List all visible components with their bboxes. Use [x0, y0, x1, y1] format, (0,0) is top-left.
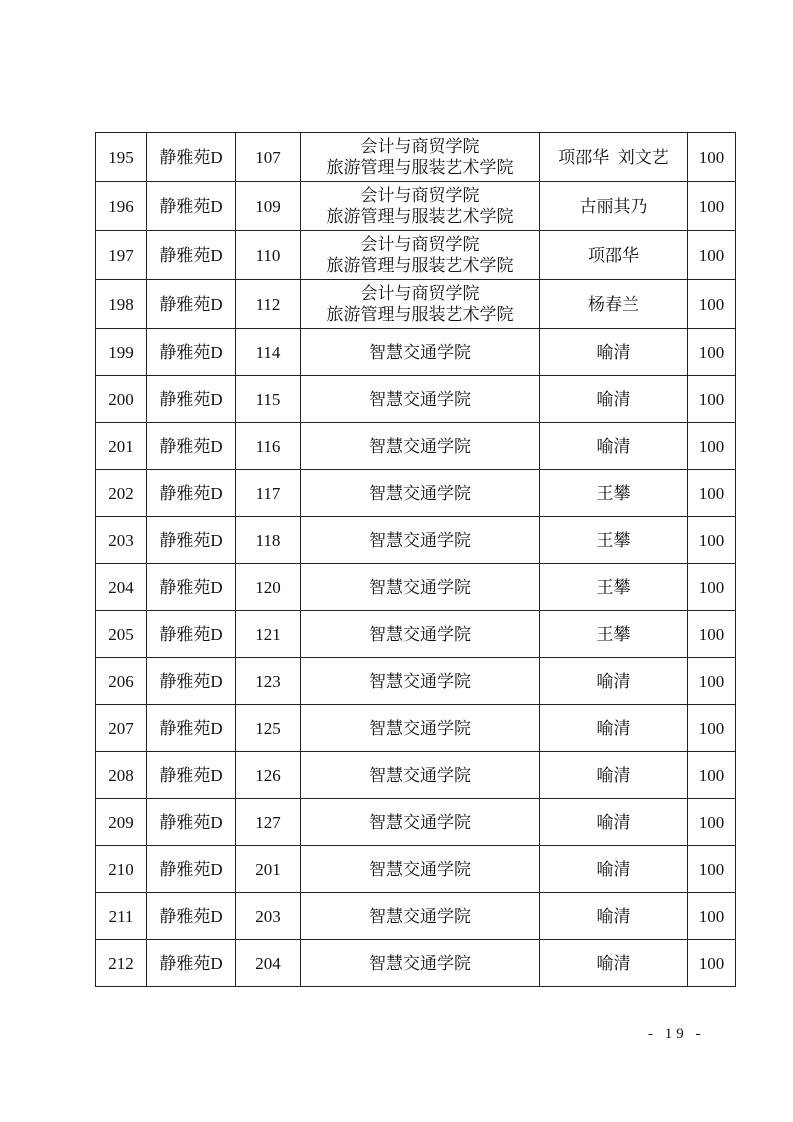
teacher-cell: 喻清	[540, 705, 688, 752]
room-cell: 120	[236, 564, 301, 611]
room-cell: 203	[236, 893, 301, 940]
building-cell: 静雅苑D	[147, 752, 236, 799]
college-cell	[301, 799, 540, 846]
table-row	[96, 658, 736, 705]
teacher-cell: 王攀	[540, 611, 688, 658]
building-cell: 静雅苑D	[147, 705, 236, 752]
room-cell: 117	[236, 470, 301, 517]
score-cell: 100	[688, 376, 736, 423]
room-cell: 118	[236, 517, 301, 564]
table-row	[96, 182, 736, 231]
building-cell: 静雅苑D	[147, 470, 236, 517]
row-number: 207	[96, 705, 147, 752]
college-name: 智慧交通学院	[369, 812, 471, 832]
college-cell	[301, 658, 540, 705]
college-cell	[301, 564, 540, 611]
college-name: 智慧交通学院	[369, 342, 471, 362]
row-number: 196	[96, 182, 147, 231]
score-cell: 100	[688, 940, 736, 987]
table-row	[96, 611, 736, 658]
building-cell: 静雅苑D	[147, 329, 236, 376]
college-name: 智慧交通学院	[369, 718, 471, 738]
score-cell: 100	[688, 280, 736, 329]
table-row	[96, 423, 736, 470]
page-number: - 19 -	[648, 1026, 705, 1042]
college-name: 智慧交通学院	[369, 671, 471, 691]
college-name: 智慧交通学院	[369, 906, 471, 926]
dorm-inspection-table	[95, 132, 736, 987]
college-name: 会计与商贸学院	[360, 137, 480, 156]
building-cell: 静雅苑D	[147, 611, 236, 658]
college-name: 智慧交通学院	[369, 577, 471, 597]
teacher-cell: 古丽其乃	[540, 182, 688, 231]
college-cell	[301, 470, 540, 517]
score-cell: 100	[688, 517, 736, 564]
room-cell: 109	[236, 182, 301, 231]
building-cell: 静雅苑D	[147, 423, 236, 470]
college-cell	[301, 133, 540, 182]
teacher-cell: 喻清	[540, 423, 688, 470]
room-cell: 201	[236, 846, 301, 893]
room-cell: 126	[236, 752, 301, 799]
row-number: 206	[96, 658, 147, 705]
teacher-cell: 项邵华	[540, 231, 688, 280]
building-cell: 静雅苑D	[147, 658, 236, 705]
row-number: 212	[96, 940, 147, 987]
college-cell	[301, 231, 540, 280]
score-cell: 100	[688, 846, 736, 893]
college-cell	[301, 705, 540, 752]
college-name: 会计与商贸学院	[360, 235, 480, 254]
row-number: 208	[96, 752, 147, 799]
table-row	[96, 517, 736, 564]
teacher-cell: 喻清	[540, 752, 688, 799]
college-name: 智慧交通学院	[369, 765, 471, 785]
college-name: 智慧交通学院	[369, 389, 471, 409]
table-row	[96, 564, 736, 611]
college-cell	[301, 846, 540, 893]
college-cell	[301, 182, 540, 231]
teacher-cell: 喻清	[540, 846, 688, 893]
table-row	[96, 799, 736, 846]
score-cell: 100	[688, 329, 736, 376]
room-cell: 110	[236, 231, 301, 280]
score-cell: 100	[688, 423, 736, 470]
teacher-cell: 喻清	[540, 940, 688, 987]
row-number: 195	[96, 133, 147, 182]
score-cell: 100	[688, 658, 736, 705]
room-cell: 123	[236, 658, 301, 705]
college-name: 智慧交通学院	[369, 859, 471, 879]
college-name: 智慧交通学院	[369, 483, 471, 503]
college-cell	[301, 280, 540, 329]
building-cell: 静雅苑D	[147, 846, 236, 893]
teacher-cell: 喻清	[540, 893, 688, 940]
college-cell	[301, 329, 540, 376]
table-row	[96, 893, 736, 940]
table-row	[96, 846, 736, 893]
teacher-cell: 王攀	[540, 517, 688, 564]
table-row	[96, 940, 736, 987]
teacher-cell: 王攀	[540, 564, 688, 611]
college-cell	[301, 611, 540, 658]
row-number: 202	[96, 470, 147, 517]
table-row	[96, 231, 736, 280]
room-cell: 204	[236, 940, 301, 987]
room-cell: 107	[236, 133, 301, 182]
college-name: 会计与商贸学院	[360, 186, 480, 205]
college-name: 智慧交通学院	[369, 436, 471, 456]
table-row	[96, 133, 736, 182]
room-cell: 114	[236, 329, 301, 376]
score-cell: 100	[688, 231, 736, 280]
building-cell: 静雅苑D	[147, 893, 236, 940]
teacher-cell: 杨春兰	[540, 280, 688, 329]
teacher-cell: 喻清	[540, 658, 688, 705]
building-cell: 静雅苑D	[147, 376, 236, 423]
row-number: 201	[96, 423, 147, 470]
score-cell: 100	[688, 705, 736, 752]
college-cell	[301, 423, 540, 470]
building-cell: 静雅苑D	[147, 182, 236, 231]
building-cell: 静雅苑D	[147, 799, 236, 846]
college-cell	[301, 940, 540, 987]
room-cell: 125	[236, 705, 301, 752]
college-name: 旅游管理与服装艺术学院	[326, 158, 514, 177]
room-cell: 127	[236, 799, 301, 846]
building-cell: 静雅苑D	[147, 564, 236, 611]
row-number: 209	[96, 799, 147, 846]
score-cell: 100	[688, 182, 736, 231]
room-cell: 121	[236, 611, 301, 658]
room-cell: 112	[236, 280, 301, 329]
table-body	[96, 133, 736, 987]
score-cell: 100	[688, 611, 736, 658]
teacher-cell: 喻清	[540, 376, 688, 423]
score-cell: 100	[688, 564, 736, 611]
score-cell: 100	[688, 799, 736, 846]
college-cell	[301, 893, 540, 940]
table-row	[96, 470, 736, 517]
row-number: 200	[96, 376, 147, 423]
college-name: 智慧交通学院	[369, 953, 471, 973]
row-number: 210	[96, 846, 147, 893]
college-cell	[301, 752, 540, 799]
table-row	[96, 280, 736, 329]
teacher-cell: 喻清	[540, 799, 688, 846]
row-number: 204	[96, 564, 147, 611]
room-cell: 115	[236, 376, 301, 423]
building-cell: 静雅苑D	[147, 280, 236, 329]
row-number: 197	[96, 231, 147, 280]
room-cell: 116	[236, 423, 301, 470]
score-cell: 100	[688, 133, 736, 182]
building-cell: 静雅苑D	[147, 231, 236, 280]
row-number: 203	[96, 517, 147, 564]
college-name: 智慧交通学院	[369, 530, 471, 550]
table-row	[96, 376, 736, 423]
table-row	[96, 329, 736, 376]
score-cell: 100	[688, 470, 736, 517]
row-number: 205	[96, 611, 147, 658]
building-cell: 静雅苑D	[147, 940, 236, 987]
teacher-cell: 喻清	[540, 329, 688, 376]
table-row	[96, 752, 736, 799]
college-name: 会计与商贸学院	[360, 284, 480, 303]
teacher-cell: 项邵华 刘文艺	[540, 133, 688, 182]
college-name: 智慧交通学院	[369, 624, 471, 644]
college-cell	[301, 517, 540, 564]
building-cell: 静雅苑D	[147, 133, 236, 182]
table-row	[96, 705, 736, 752]
row-number: 198	[96, 280, 147, 329]
score-cell: 100	[688, 752, 736, 799]
row-number: 199	[96, 329, 147, 376]
college-cell	[301, 376, 540, 423]
row-number: 211	[96, 893, 147, 940]
teacher-cell: 王攀	[540, 470, 688, 517]
building-cell: 静雅苑D	[147, 517, 236, 564]
college-name: 旅游管理与服装艺术学院	[326, 305, 514, 324]
college-name: 旅游管理与服装艺术学院	[326, 207, 514, 226]
college-name: 旅游管理与服装艺术学院	[326, 256, 514, 275]
score-cell: 100	[688, 893, 736, 940]
